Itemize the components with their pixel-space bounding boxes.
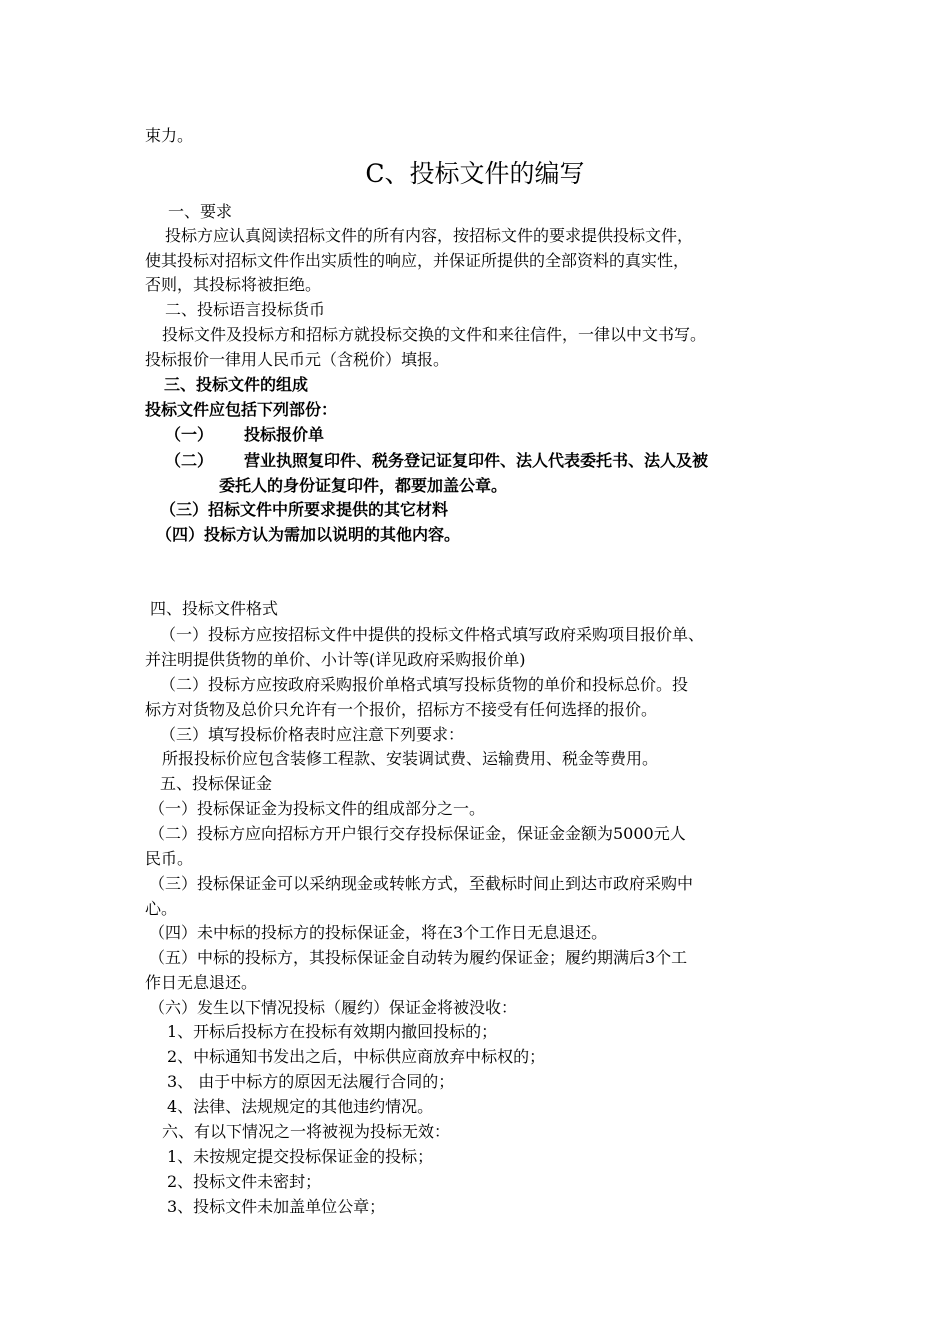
list-item: （四）投标方认为需加以说明的其他内容。 bbox=[156, 525, 461, 544]
list-item: 3、 由于中标方的原因无法履行合同的； bbox=[167, 1072, 455, 1091]
paragraph-line: 作日无息退还。 bbox=[145, 973, 258, 992]
list-item: 4、法律、法规规定的其他违约情况。 bbox=[167, 1097, 434, 1116]
paragraph-line: 否则，其投标将被拒绝。 bbox=[145, 275, 322, 294]
heading-bond: 五、投标保证金 bbox=[160, 774, 273, 793]
list-item: 2、投标文件未密封； bbox=[167, 1172, 322, 1191]
list-item-text: 营业执照复印件、税务登记证复印件、法人代表委托书、法人及被 bbox=[244, 451, 709, 470]
paragraph-line: 投标文件及投标方和招标方就投标交换的文件和来往信件，一律以中文书写。 bbox=[162, 325, 707, 344]
paragraph-line: （二）投标方应按政府采购报价单格式填写投标货物的单价和投标总价。投 bbox=[160, 675, 689, 694]
paragraph-line: 标方对货物及总价只允许有一个报价，招标方不接受有任何选择的报价。 bbox=[145, 700, 658, 719]
paragraph-line: （五）中标的投标方，其投标保证金自动转为履约保证金；履约期满后3个工 bbox=[149, 948, 688, 967]
list-item-marker: （一） bbox=[165, 425, 214, 444]
list-item: （三）招标文件中所要求提供的其它材料 bbox=[160, 500, 449, 519]
paragraph-line: 并注明提供货物的单价、小计等(详见政府采购报价单) bbox=[145, 650, 526, 669]
continuation-text: 束力。 bbox=[145, 126, 194, 145]
paragraph-line: （六）发生以下情况投标（履约）保证金将被没收： bbox=[149, 998, 518, 1017]
paragraph-line: （二）投标方应向招标方开户银行交存投标保证金，保证金金额为5000元人 bbox=[149, 824, 686, 843]
heading-language-currency: 二、投标语言投标货币 bbox=[165, 300, 326, 319]
paragraph-line: （三）投标保证金可以采纳现金或转帐方式，至截标时间止到达市政府采购中 bbox=[149, 874, 694, 893]
list-item-text: 投标报价单 bbox=[244, 425, 325, 444]
heading-invalid-bid: 六、有以下情况之一将被视为投标无效： bbox=[162, 1122, 451, 1141]
heading-format: 四、投标文件格式 bbox=[150, 599, 279, 618]
paragraph-line: （一）投标方应按招标文件中提供的投标文件格式填写政府采购项目报价单、 bbox=[160, 625, 705, 644]
paragraph-line: 所报投标价应包含装修工程款、安装调试费、运输费用、税金等费用。 bbox=[162, 749, 659, 768]
list-item: 3、投标文件未加盖单位公章； bbox=[167, 1197, 386, 1216]
paragraph-line: 投标报价一律用人民币元（含税价）填报。 bbox=[145, 350, 450, 369]
paragraph-line: 心。 bbox=[145, 899, 178, 918]
paragraph-line: 使其投标对招标文件作出实质性的响应，并保证所提供的全部资料的真实性， bbox=[145, 251, 690, 270]
list-item: 2、中标通知书发出之后，中标供应商放弃中标权的； bbox=[167, 1047, 546, 1066]
paragraph-line: 投标方应认真阅读招标文件的所有内容，按招标文件的要求提供投标文件， bbox=[165, 226, 694, 245]
list-item-marker: （二） bbox=[165, 451, 214, 470]
heading-composition: 三、投标文件的组成 bbox=[164, 375, 309, 394]
paragraph-line: （一）投标保证金为投标文件的组成部分之一。 bbox=[149, 799, 486, 818]
composition-intro: 投标文件应包括下列部份： bbox=[145, 400, 338, 419]
list-item: 1、未按规定提交投标保证金的投标； bbox=[167, 1147, 434, 1166]
paragraph-line: （三）填写投标价格表时应注意下列要求： bbox=[160, 725, 465, 744]
list-item-text: 委托人的身份证复印件，都要加盖公章。 bbox=[219, 476, 508, 495]
paragraph-line: （四）未中标的投标方的投标保证金，将在3个工作日无息退还。 bbox=[149, 923, 608, 942]
heading-requirements: 一、要求 bbox=[168, 202, 233, 221]
list-item: 1、开标后投标方在投标有效期内撤回投标的； bbox=[167, 1022, 498, 1041]
paragraph-line: 民币。 bbox=[145, 849, 194, 868]
section-title: C、投标文件的编写 bbox=[365, 159, 585, 188]
